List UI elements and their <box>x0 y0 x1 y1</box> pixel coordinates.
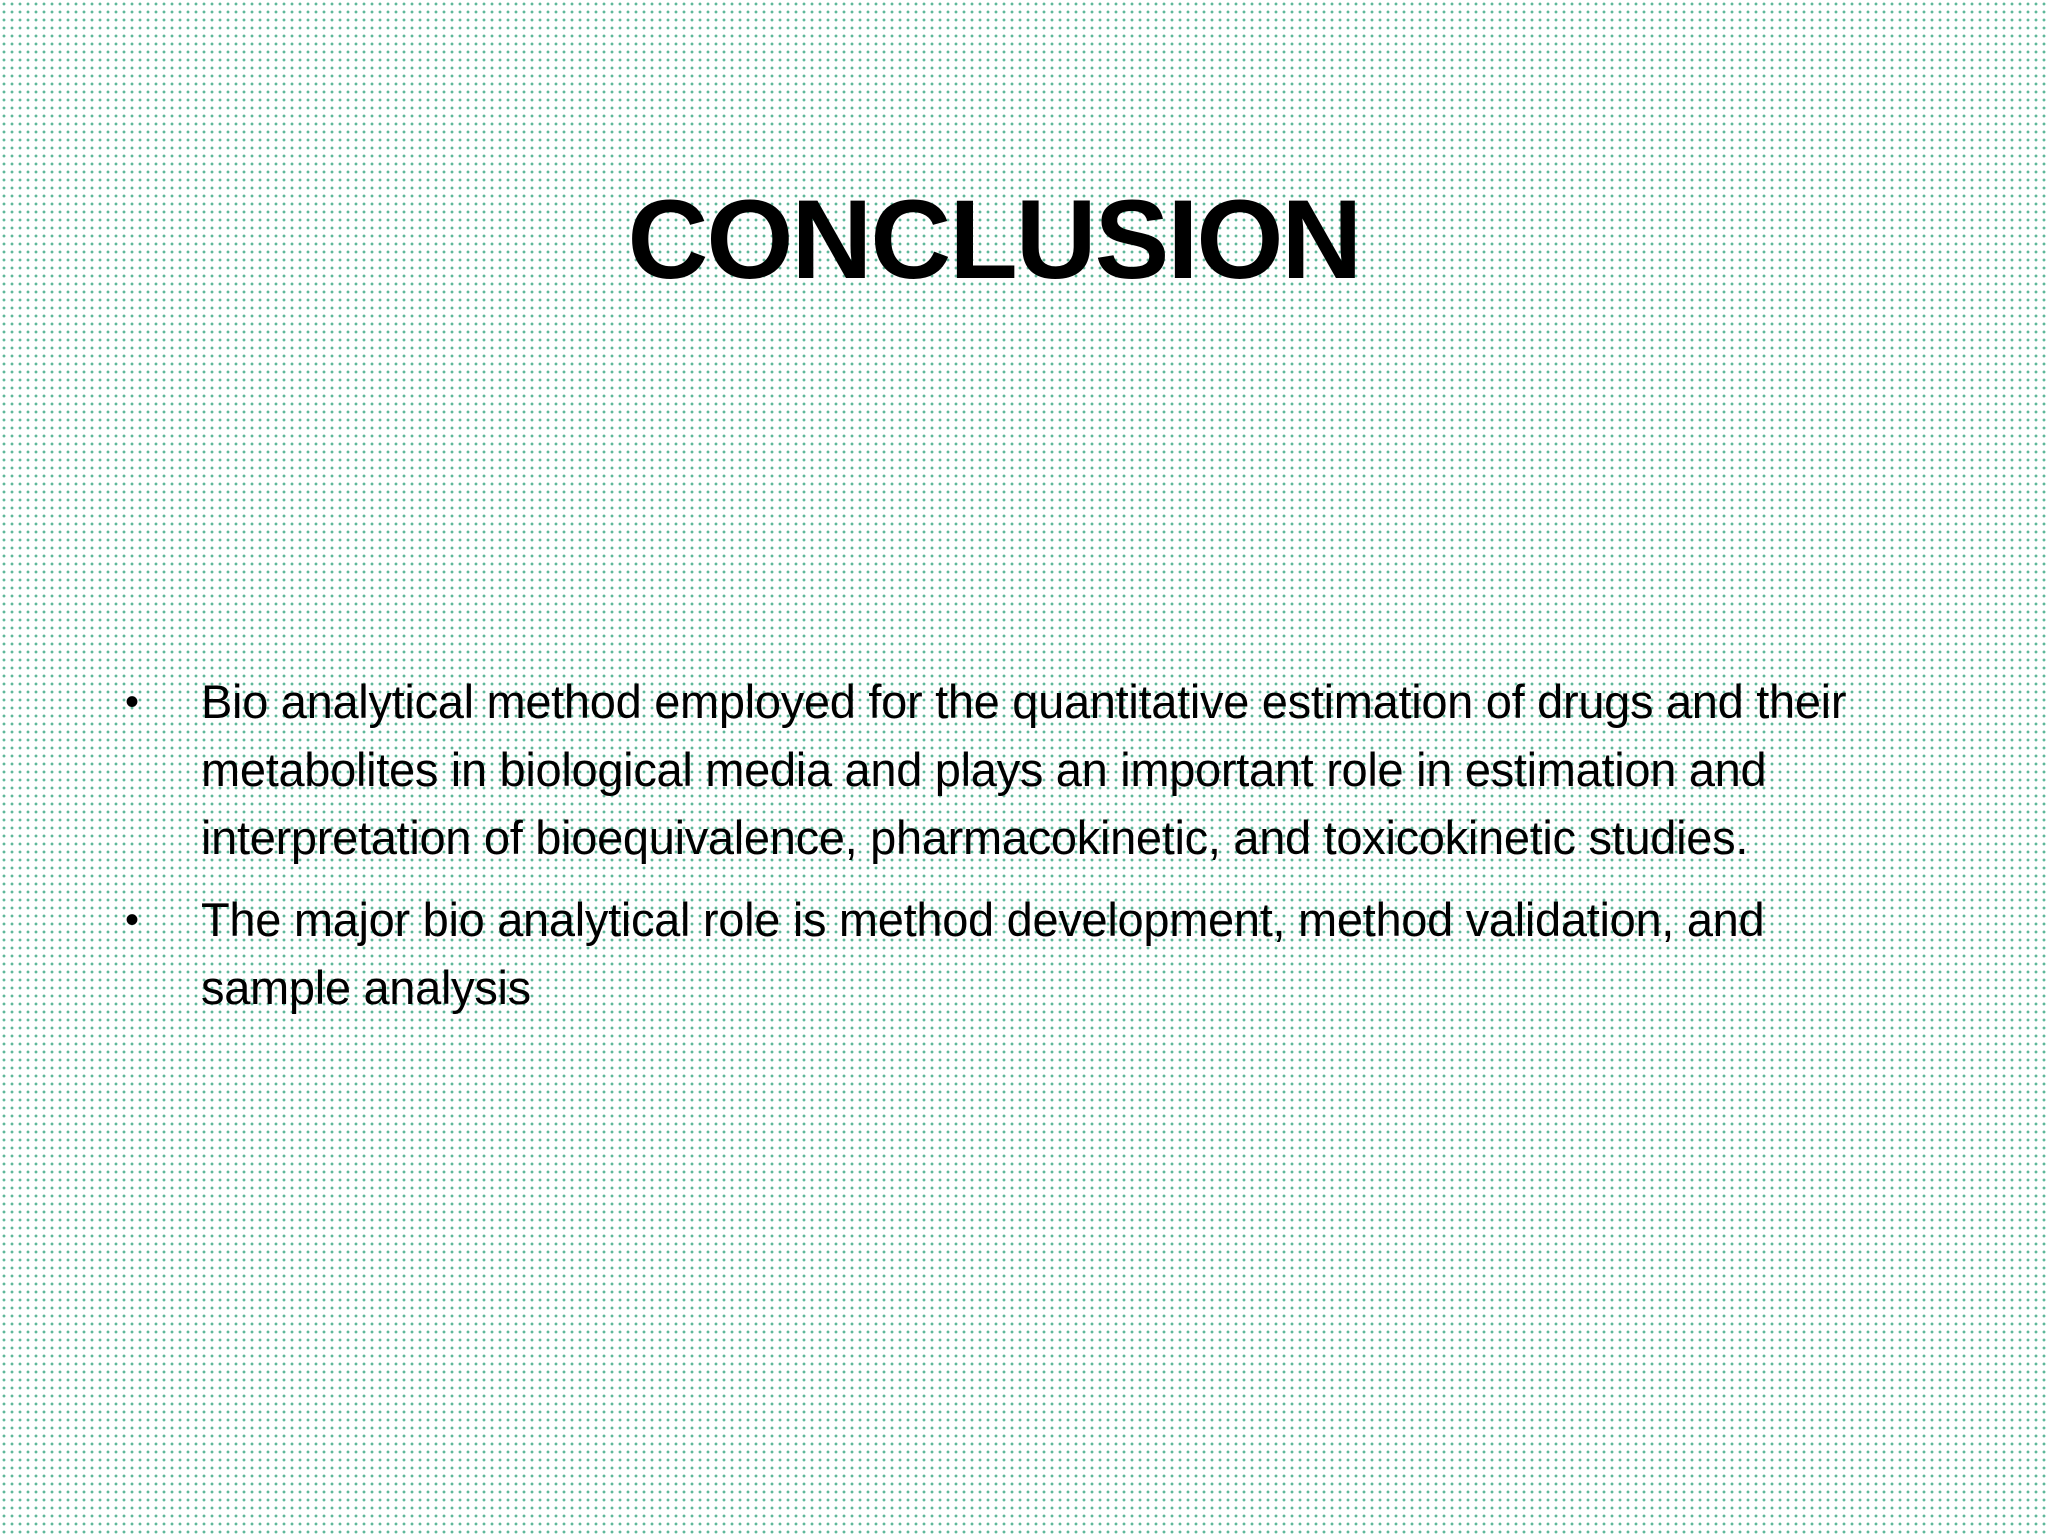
bullet-text: The major bio analytical role is method development, method validation, and sample analysis <box>201 893 1765 1014</box>
bullet-dot-icon: • <box>125 898 140 942</box>
bullet-dot-icon: • <box>125 680 140 724</box>
bullet-list <box>125 668 1905 1036</box>
bullet-item <box>125 668 1905 872</box>
bullet-item <box>125 886 1905 1022</box>
bullet-text: Bio analytical method employed for the quantitative estimation of drugs and their metabolites in biological media and plays an important role in estimation and interpretation of bioequivalence, pharmacokinetic, and toxicokinetic studies. <box>201 675 1847 864</box>
slide-title: CONCLUSION <box>627 177 1361 302</box>
